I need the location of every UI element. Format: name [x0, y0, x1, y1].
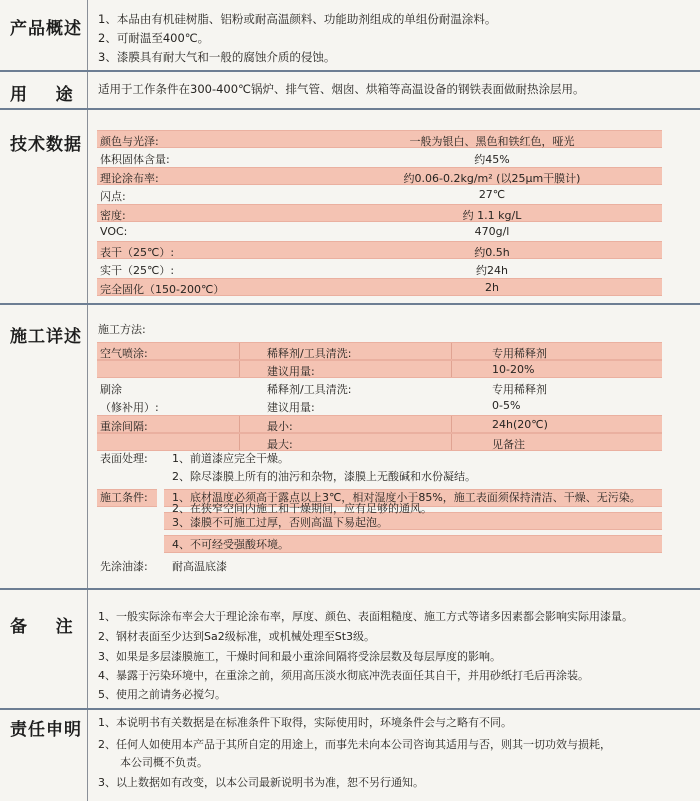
separator [0, 108, 700, 110]
notes-line-5: 5、使用之前请务必搅匀。 [98, 688, 226, 701]
tech-label: 体积固体含量: [100, 153, 170, 166]
method-cell: 24h(20℃) [492, 418, 548, 431]
notes-title: 备 注 [10, 617, 74, 637]
overview-title: 产品概述 [10, 19, 82, 39]
surface-line-1: 1、前道漆应完全干燥。 [172, 452, 289, 465]
separator [0, 303, 700, 305]
tech-label: 密度: [100, 209, 126, 222]
method-row [97, 360, 662, 378]
surface-line-2: 2、除尽漆膜上所有的油污和杂物，漆膜上无酸碱和水份凝结。 [172, 470, 476, 483]
prior-coat-label: 先涂油漆: [100, 560, 148, 573]
method-cell: 10-20% [492, 363, 535, 376]
tech-title: 技术数据 [10, 135, 82, 155]
method-cell: 最大: [267, 438, 293, 451]
condition-line-3: 3、漆膜不可施工过厚，否则高温下易起泡。 [172, 516, 388, 529]
tech-value: 约24h [476, 264, 508, 277]
tech-row-cure [97, 278, 662, 296]
method-cell: 0-5% [492, 399, 521, 412]
condition-line-1: 1、底材温度必须高于露点以上3℃，相对湿度小于85%，施工表面须保持清洁、干燥、无污染。 [172, 491, 641, 504]
method-cell: 专用稀释剂 [492, 347, 547, 360]
notes-line-2: 2、钢材表面至少达到Sa2级标准，或机械处理至St3级。 [98, 630, 376, 643]
tech-label: 闪点: [100, 190, 126, 203]
method-cell: 稀释剂/工具清洗: [267, 347, 352, 360]
method-cell: （修补用）: [100, 401, 159, 414]
overview-line-3: 3、漆膜具有耐大气和一般的腐蚀介质的侵蚀。 [98, 50, 336, 64]
application-title: 施工详述 [10, 327, 82, 347]
method-cell: 最小: [267, 420, 293, 433]
tech-row-coverage [97, 167, 662, 185]
tech-row-voc [97, 223, 662, 241]
method-cell: 重涂间隔: [100, 420, 148, 433]
tech-label: VOC: [100, 225, 128, 238]
disclaimer-line-2: 2、任何人如使用本产品于其所自定的用途上，而事先未向本公司咨询其适用与否，则其一切功效与损耗， [98, 738, 611, 751]
tech-value: 2h [485, 281, 499, 294]
separator [0, 588, 700, 590]
method-cell: 建议用量: [267, 401, 315, 414]
tech-value: 约0.5h [474, 246, 510, 259]
disclaimer-line-3: 本公司概不负责。 [120, 756, 208, 769]
tech-label: 实干（25℃）: [100, 264, 175, 277]
notes-line-1: 1、一般实际涂布率会大于理论涂布率，厚度、颜色、表面粗糙度、施工方式等诸多因素都会影响实际用漆量。 [98, 610, 633, 623]
overview-line-1: 1、本品由有机硅树脂、铝粉或耐高温颜料、功能助剂组成的单组份耐温涂料。 [98, 12, 497, 26]
tech-row-flash [97, 186, 662, 204]
tech-value: 27℃ [478, 188, 506, 201]
tech-value: 约 1.1 kg/L [462, 209, 522, 222]
method-cell: 稀释剂/工具清洗: [267, 383, 352, 396]
tech-label: 理论涂布率: [100, 172, 159, 185]
method-row [97, 379, 662, 397]
tech-label: 完全固化（150-200℃） [100, 283, 225, 296]
surface-label: 表面处理: [100, 452, 148, 465]
method-row [97, 342, 662, 360]
disclaimer-line-1: 1、本说明书有关数据是在标准条件下取得，实际使用时，环境条件会与之略有不同。 [98, 716, 512, 729]
condition-line-2: 2、在狭窄空间内施工和干燥期间，应有足够的通风。 [172, 502, 432, 515]
disclaimer-line-4: 3、以上数据如有改变，以本公司最新说明书为准，恕不另行通知。 [98, 776, 424, 789]
tech-value: 470g/l [474, 225, 510, 238]
condition-line-4: 4、不可经受强酸环境。 [172, 538, 289, 551]
notes-line-4: 4、暴露于污染环境中，在重涂之前，须用高压淡水彻底冲洗表面任其自干，并用砂纸打毛后再涂装。 [98, 669, 589, 682]
method-cell: 建议用量: [267, 365, 315, 378]
method-label: 施工方法: [98, 323, 146, 336]
method-cell: 空气喷涂: [100, 347, 148, 360]
method-cell: 见备注 [492, 438, 525, 451]
prior-coat-value: 耐高温底漆 [172, 560, 227, 573]
method-cell: 专用稀释剂 [492, 383, 547, 396]
usage-text: 适用于工作条件在300-400℃锅炉、排气管、烟囱、烘箱等高温设备的钢铁表面做耐热涂层用。 [98, 82, 585, 96]
method-cell: 刷涂 [100, 383, 122, 396]
tech-row-touch-dry [97, 241, 662, 259]
conditions-label: 施工条件: [100, 491, 148, 504]
separator [0, 708, 700, 710]
method-row [97, 415, 662, 433]
tech-value: 约0.06-0.2kg/m² (以25μm干膜计) [403, 172, 581, 185]
tech-row-density [97, 204, 662, 222]
method-row [97, 433, 662, 451]
usage-title: 用 途 [10, 85, 74, 105]
separator [0, 70, 700, 72]
tech-label: 颜色与光泽: [100, 135, 159, 148]
column-divider [87, 0, 88, 801]
tech-label: 表干（25℃）: [100, 246, 175, 259]
method-row [97, 397, 662, 415]
notes-line-3: 3、如果是多层漆膜施工，干燥时间和最小重涂间隔将受涂层数及每层厚度的影响。 [98, 650, 501, 663]
tech-row-color [97, 130, 662, 148]
disclaimer-title: 责任申明 [10, 720, 82, 740]
tech-value: 一般为银白、黑色和铁红色，哑光 [409, 135, 575, 148]
overview-line-2: 2、可耐温至400℃。 [98, 31, 210, 45]
tech-row-hard-dry [97, 260, 662, 278]
tech-row-solids [97, 149, 662, 167]
tech-value: 约45% [474, 153, 510, 166]
